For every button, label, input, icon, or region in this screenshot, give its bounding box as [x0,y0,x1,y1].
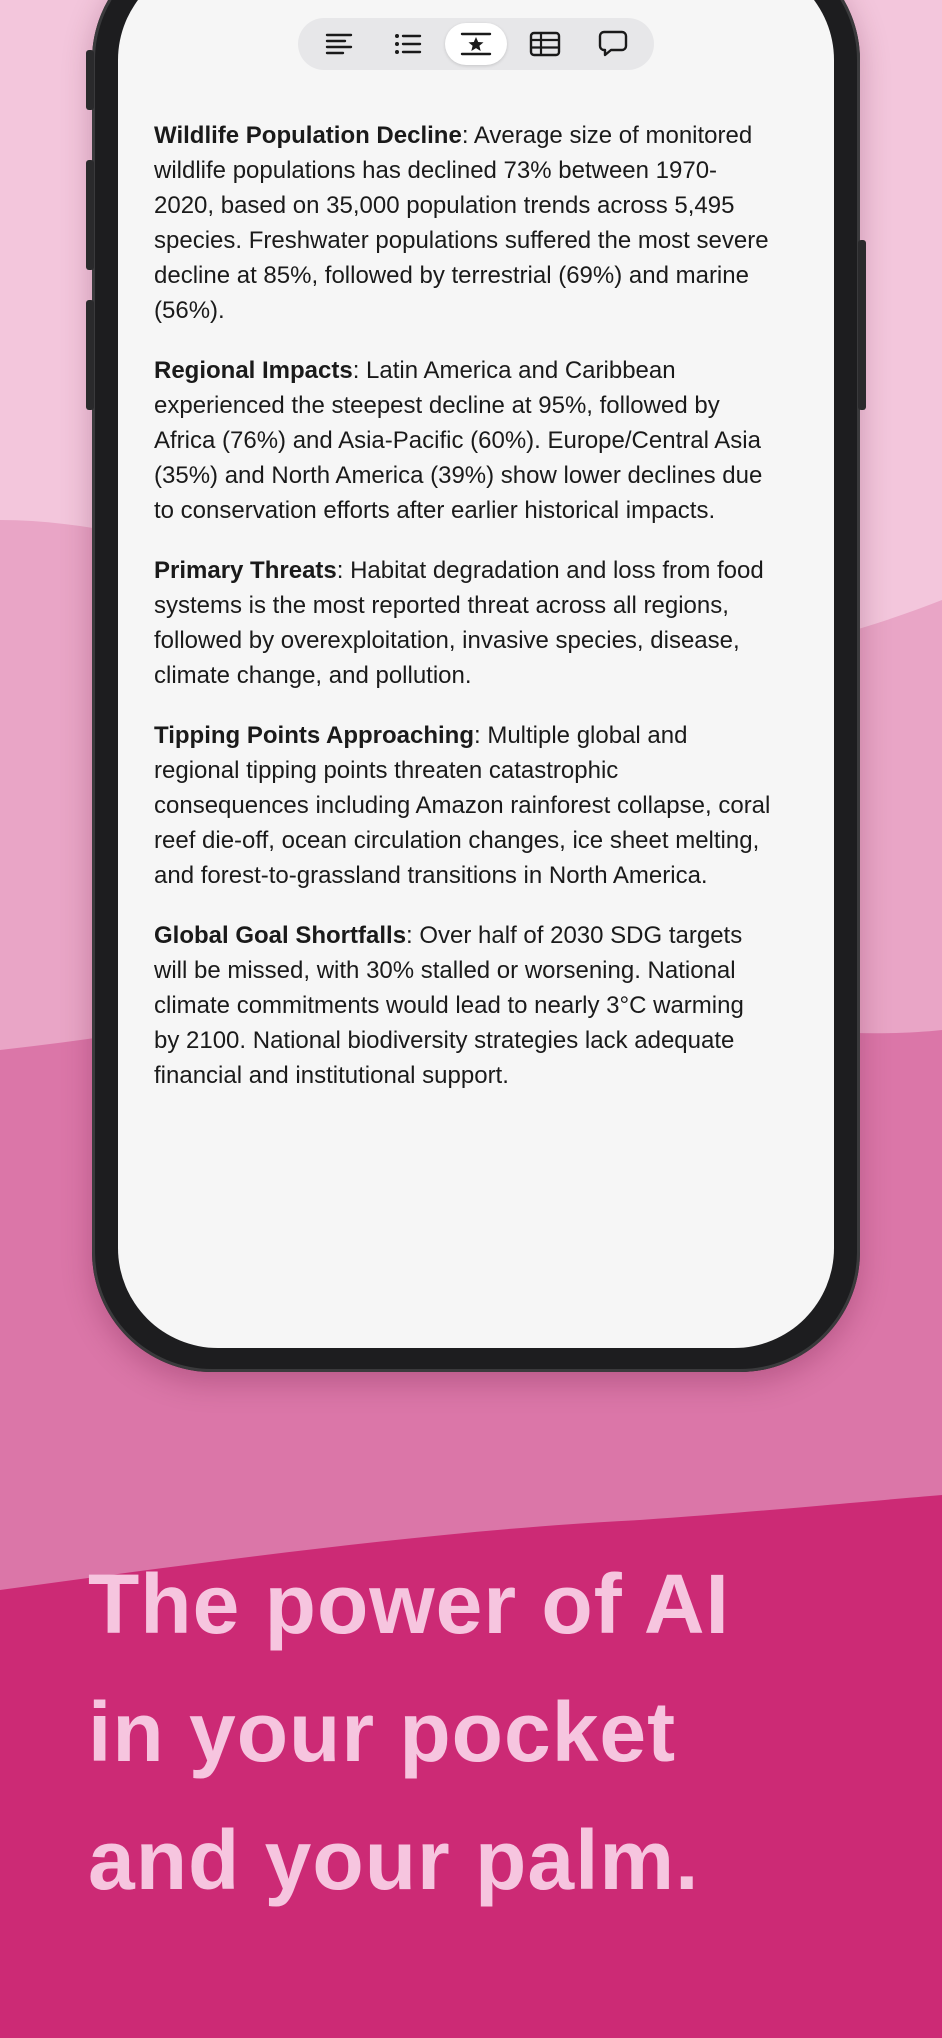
paragraph-body: : Habitat degradation and loss from food systems is the most reported threat across all regions, followed by overexploitation, invasive species, disease, climate change, and pollution. [154,557,764,689]
marketing-headline [88,1540,908,1924]
paragraph-title: Primary Threats [154,557,337,584]
summary-paragraph [154,353,774,528]
headline-line: The power of AI [88,1557,730,1651]
align-left-icon [324,31,354,57]
summary-paragraph [154,918,774,1093]
paragraph-title: Tipping Points Approaching [154,722,474,749]
tool-chat[interactable] [582,23,644,65]
summary-content [154,118,774,1228]
paragraph-body: : Multiple global and regional tipping points threaten catastrophic consequences including Amazon rainforest collapse, coral reef die-off, ocean circulation changes, ice sheet melting, and forest-to-grassland transitions in North America. [154,722,771,889]
speech-bubble-icon [598,30,628,58]
bullet-list-icon [393,32,423,56]
tool-table[interactable] [514,23,576,65]
scroll-fade [154,1198,774,1228]
highlight-star-icon [460,31,492,57]
paragraph-body: : Latin America and Caribbean experienced the steepest decline at 95%, followed by Africa (76%) and Asia-Pacific (60%). Europe/Central Asia (35%) and North America (39%) show lower declines due to conservation efforts after earlier historical impacts. [154,357,763,524]
paragraph-title: Global Goal Shortfalls [154,922,407,949]
table-icon [529,31,561,57]
tool-highlight[interactable] [445,23,507,65]
phone-power-button [858,240,866,410]
phone-screen [118,0,834,1348]
phone-side-button [86,50,94,110]
paragraph-title: Wildlife Population Decline [154,122,462,149]
phone-volume-button [86,300,94,410]
paragraph-title: Regional Impacts [154,357,353,384]
headline-line: in your pocket [88,1685,677,1779]
summary-paragraph [154,718,774,893]
tool-align-left[interactable] [308,23,370,65]
paragraph-body: : Over half of 2030 SDG targets will be missed, with 30% stalled or worsening. National climate commitments would lead to nearly 3°C warming by 2100. National biodiversity strategies lack adequate financial and institutional support. [154,922,744,1089]
summary-paragraph [154,118,774,328]
tool-bullet-list[interactable] [377,23,439,65]
summary-paragraph [154,553,774,693]
paragraph-body: : Average size of monitored wildlife populations has declined 73% between 1970-2020, based on 35,000 population trends across 5,495 species. Freshwater populations suffered the most severe decline at 85%, followed by terrestrial (69%) and marine (56%). [154,122,769,324]
headline-line: and your palm. [88,1813,700,1907]
view-mode-toolbar [298,18,654,70]
phone-volume-button [86,160,94,270]
